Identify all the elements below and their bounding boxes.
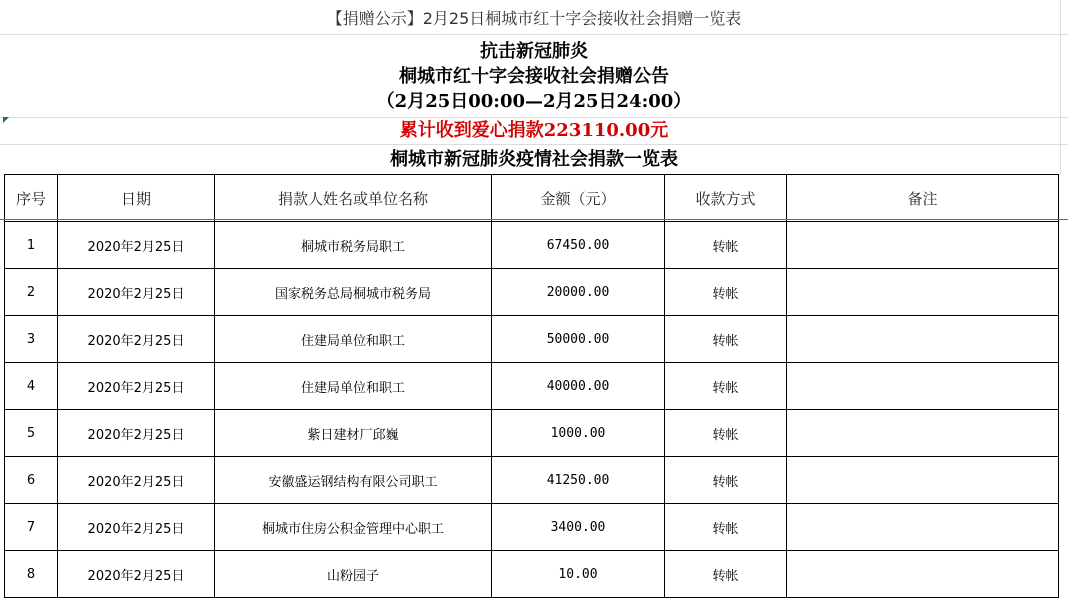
- cell-date[interactable]: 2020年2月25日: [58, 551, 215, 598]
- table-row: [5, 410, 1059, 457]
- table-row: [5, 551, 1059, 598]
- cell-date[interactable]: 2020年2月25日: [58, 316, 215, 363]
- column-header-method[interactable]: 收款方式: [665, 175, 787, 222]
- cell-note[interactable]: [787, 551, 1059, 598]
- cell-amount[interactable]: 20000.00: [492, 269, 665, 316]
- cell-method[interactable]: 转帐: [665, 222, 787, 269]
- column-header-no[interactable]: 序号: [5, 175, 58, 222]
- cell-no[interactable]: 7: [5, 504, 58, 551]
- cell-donor[interactable]: 国家税务总局桐城市税务局: [215, 269, 492, 316]
- cell-note[interactable]: [787, 363, 1059, 410]
- cell-amount[interactable]: 67450.00: [492, 222, 665, 269]
- cell-note[interactable]: [787, 457, 1059, 504]
- header-line-3: （2月25日00:00—2月25日24:00）: [376, 91, 692, 112]
- table-row: [5, 269, 1059, 316]
- cell-donor[interactable]: 桐城市税务局职工: [215, 222, 492, 269]
- cell-note[interactable]: [787, 269, 1059, 316]
- cell-donor[interactable]: 住建局单位和职工: [215, 363, 492, 410]
- cell-note[interactable]: [787, 504, 1059, 551]
- cell-date[interactable]: 2020年2月25日: [58, 222, 215, 269]
- cell-amount[interactable]: 1000.00: [492, 410, 665, 457]
- cell-method[interactable]: 转帐: [665, 410, 787, 457]
- table-row: [5, 504, 1059, 551]
- cell-no[interactable]: 8: [5, 551, 58, 598]
- total-donations: 累计收到爱心捐款223110.00元: [399, 120, 669, 141]
- cell-method[interactable]: 转帐: [665, 551, 787, 598]
- column-header-donor[interactable]: 捐款人姓名或单位名称: [215, 175, 492, 222]
- column-header-amount[interactable]: 金额（元）: [492, 175, 665, 222]
- cell-no[interactable]: 3: [5, 316, 58, 363]
- page-title: 【捐赠公示】2月25日桐城市红十字会接收社会捐赠一览表: [326, 8, 742, 28]
- grid-line: [0, 144, 1068, 145]
- table-row: [5, 316, 1059, 363]
- cell-note[interactable]: [787, 316, 1059, 363]
- table-title: 桐城市新冠肺炎疫情社会捐款一览表: [390, 149, 678, 170]
- cell-donor[interactable]: 住建局单位和职工: [215, 316, 492, 363]
- cell-amount[interactable]: 40000.00: [492, 363, 665, 410]
- table-row: [5, 457, 1059, 504]
- column-header-date[interactable]: 日期: [58, 175, 215, 222]
- cell-no[interactable]: 4: [5, 363, 58, 410]
- cell-no[interactable]: 6: [5, 457, 58, 504]
- cell-donor[interactable]: 桐城市住房公积金管理中心职工: [215, 504, 492, 551]
- cell-method[interactable]: 转帐: [665, 363, 787, 410]
- table-row: [5, 363, 1059, 410]
- cell-date[interactable]: 2020年2月25日: [58, 504, 215, 551]
- cell-donor[interactable]: 安徽盛运钢结构有限公司职工: [215, 457, 492, 504]
- cell-method[interactable]: 转帐: [665, 269, 787, 316]
- cell-date[interactable]: 2020年2月25日: [58, 363, 215, 410]
- cell-no[interactable]: 1: [5, 222, 58, 269]
- cell-amount[interactable]: 3400.00: [492, 504, 665, 551]
- cell-donor[interactable]: 山粉园子: [215, 551, 492, 598]
- table-row: [5, 222, 1059, 269]
- selection-border: [0, 219, 1068, 220]
- donations-table: [4, 174, 1059, 598]
- cell-amount[interactable]: 10.00: [492, 551, 665, 598]
- table-header-row: [5, 175, 1059, 222]
- cell-method[interactable]: 转帐: [665, 316, 787, 363]
- cell-date[interactable]: 2020年2月25日: [58, 269, 215, 316]
- cell-note[interactable]: [787, 410, 1059, 457]
- cell-date[interactable]: 2020年2月25日: [58, 457, 215, 504]
- grid-line: [0, 34, 1068, 35]
- grid-line: [0, 117, 1068, 118]
- cell-date[interactable]: 2020年2月25日: [58, 410, 215, 457]
- cell-no[interactable]: 2: [5, 269, 58, 316]
- column-header-note[interactable]: 备注: [787, 175, 1059, 222]
- cell-method[interactable]: 转帐: [665, 504, 787, 551]
- cell-method[interactable]: 转帐: [665, 457, 787, 504]
- cell-no[interactable]: 5: [5, 410, 58, 457]
- header-line-1: 抗击新冠肺炎: [480, 41, 588, 62]
- cell-note[interactable]: [787, 222, 1059, 269]
- cell-amount[interactable]: 50000.00: [492, 316, 665, 363]
- header-line-2: 桐城市红十字会接收社会捐赠公告: [399, 66, 669, 87]
- cell-donor[interactable]: 紫日建材厂邱巍: [215, 410, 492, 457]
- cell-amount[interactable]: 41250.00: [492, 457, 665, 504]
